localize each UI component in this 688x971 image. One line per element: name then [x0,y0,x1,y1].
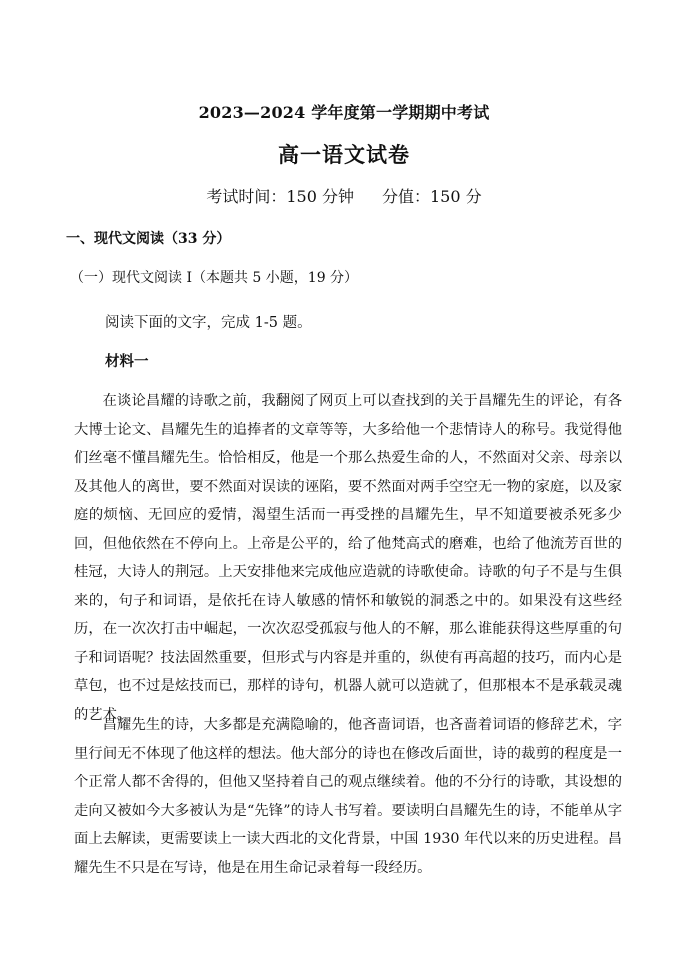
reading-instruction: 阅读下面的文字，完成 1-5 题。 [105,315,312,331]
exam-title: 2023—2024 学年度第一学期期中考试 [198,103,490,122]
section-heading: 一、现代文阅读（33 分） [66,231,231,247]
subject-title: 高一语文试卷 [278,142,410,167]
material-label: 材料一 [105,353,149,370]
subsection-heading: （一）现代文阅读 I（本题共 5 小题，19 分） [70,270,359,286]
exam-score: 分值：150 分 [382,187,482,206]
paragraph-2: 昌耀先生的诗，大多都是充满隐喻的，他吝啬词语，也吝啬着词语的修辞艺术，字里行间无不体现了他这样的想法。他大部分的诗也在修改后面世，诗的裁剪的程度是一个正常人都不舍得的，但他又坚持着自己的观点继续着。他的不分行的诗歌，其设想的走向又被如今大多被认为是“先锋”的诗人书写着。要读明白昌耀先生的诗，不能单从字面上去解读，更需要读上一读大西北的文化背景，中国 1930 年代以来的历史进程。昌耀先生不只是在写诗，他是在用生命记录着每一段经历。 [74,717,622,876]
exam-time: 考试时间：150 分钟 [206,187,354,206]
paragraph-1: 在谈论昌耀的诗歌之前，我翻阅了网页上可以查找到的关于昌耀先生的评论，有各大博士论文、昌耀先生的追捧者的文章等等，大多给他一个悲情诗人的称号。我觉得他们丝毫不懂昌耀先生。恰恰相反，他是一个那么热爱生命的人，不然面对父亲、母亲以及其他人的离世，要不然面对误读的诬陷，要不然面对两手空空无一物的家庭，以及家庭的烦恼、无回应的爱情，渴望生活而一再受挫的昌耀先生，早不知道要被杀死多少回，但他依然在不停向上。上帝是公平的，给了他梵高式的磨难，也给了他流芳百世的桂冠，大诗人的荆冠。上天安排他来完成他应造就的诗歌使命。诗歌的句子不是与生俱来的，句子和词语，是依托在诗人敏感的情怀和敏锐的洞悉之中的。如果没有这些经历，在一次次打击中崛起，一次次忍受孤寂与他人的不解，那么谁能获得这些厚重的句子和词语呢？技法固然重要，但形式与内容是并重的，纵使有再高超的技巧，而内心是草包，也不过是炫技而已，那样的诗句，机器人就可以造就了，但那根本不是承载灵魂的艺术。 [74,393,622,723]
exam-info [0,184,688,207]
